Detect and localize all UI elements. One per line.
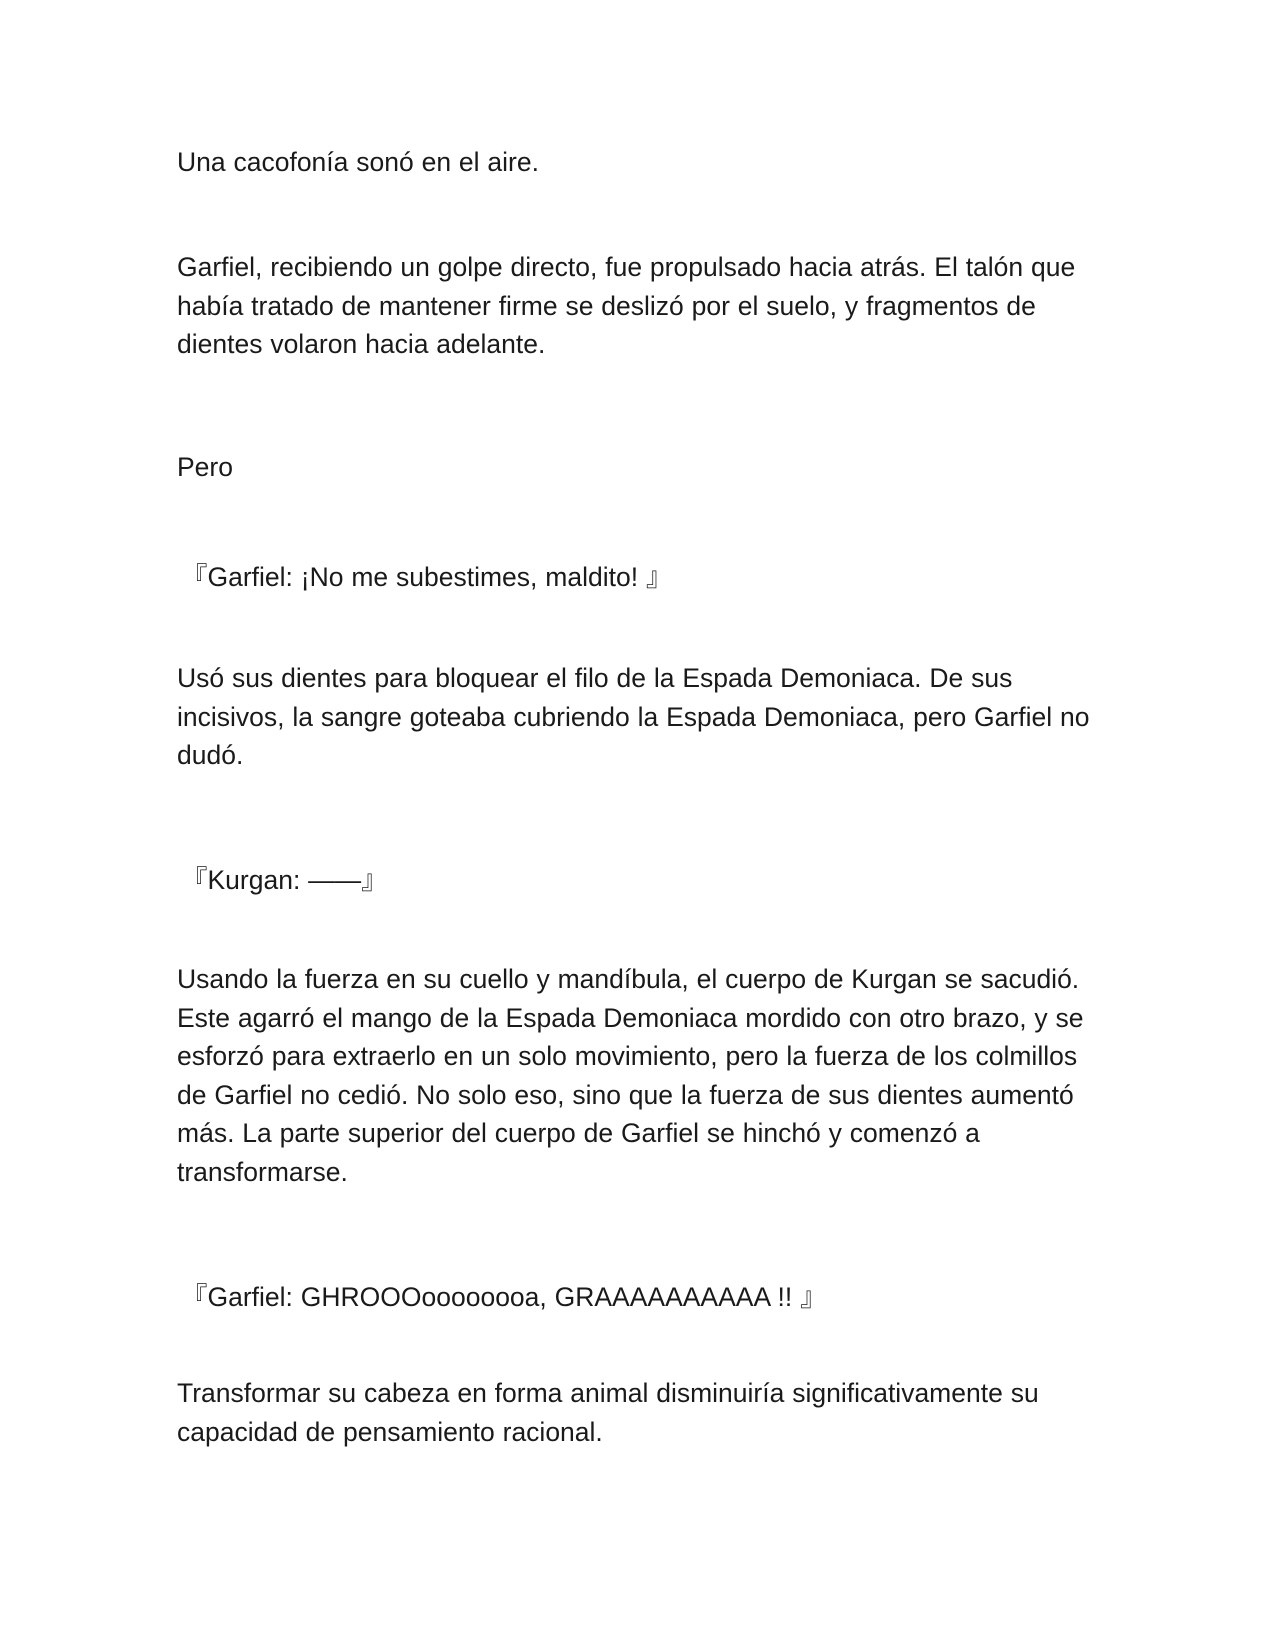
dialogue-garfiel-subestimes	[181, 558, 1101, 597]
text-line: capacidad de pensamiento racional.	[177, 1416, 603, 1447]
dialogue-line: 『Garfiel: GHROOOoooooooa, GRAAAAAAAAAA !! 』	[181, 1282, 827, 1312]
text-line: Transformar su cabeza en forma animal disminuiría significativamente su	[177, 1378, 1039, 1408]
text-line: Usó sus dientes para bloquear el filo de la Espada Demoniaca. De sus	[177, 663, 1013, 693]
paragraph-bloquear-filo	[177, 659, 1097, 775]
text-line: esforzó para extraerlo en un solo movimiento, pero la fuerza de los colmillos	[177, 1041, 1078, 1071]
dialogue-line: 『Garfiel: ¡No me subestimes, maldito! 』	[181, 562, 673, 592]
paragraph-pero	[177, 448, 1097, 487]
text-line: Una cacofonía sonó en el aire.	[177, 147, 539, 177]
text-line: Usando la fuerza en su cuello y mandíbula, el cuerpo de Kurgan se sacudió.	[177, 964, 1080, 994]
paragraph-golpe-directo	[177, 248, 1097, 364]
text-line: de Garfiel no cedió. No solo eso, sino que la fuerza de sus dientes aumentó	[177, 1079, 1074, 1110]
dialogue-kurgan	[181, 861, 1101, 900]
text-line: Este agarró el mango de la Espada Demoniaca mordido con otro brazo, y se	[177, 1002, 1084, 1033]
paragraph-kurgan-sacudio	[177, 960, 1097, 1191]
paragraph-cacofonia	[177, 143, 1097, 182]
dialogue-line: 『Kurgan: ——』	[181, 865, 388, 895]
paragraph-transformar-cabeza	[177, 1374, 1097, 1451]
text-line: dientes volaron hacia adelante.	[177, 329, 546, 359]
text-line: incisivos, la sangre goteaba cubriendo la Espada Demoniaca, pero Garfiel no	[177, 701, 1090, 732]
text-line: Pero	[177, 452, 233, 482]
text-line: dudó.	[177, 740, 244, 770]
dialogue-garfiel-rugido	[181, 1278, 1101, 1317]
text-line: había tratado de mantener firme se deslizó por el suelo, y fragmentos de	[177, 290, 1036, 321]
text-line: más. La parte superior del cuerpo de Garfiel se hinchó y comenzó a	[177, 1118, 980, 1148]
text-line: Garfiel, recibiendo un golpe directo, fue propulsado hacia atrás. El talón que	[177, 252, 1076, 282]
text-line: transformarse.	[177, 1156, 348, 1187]
